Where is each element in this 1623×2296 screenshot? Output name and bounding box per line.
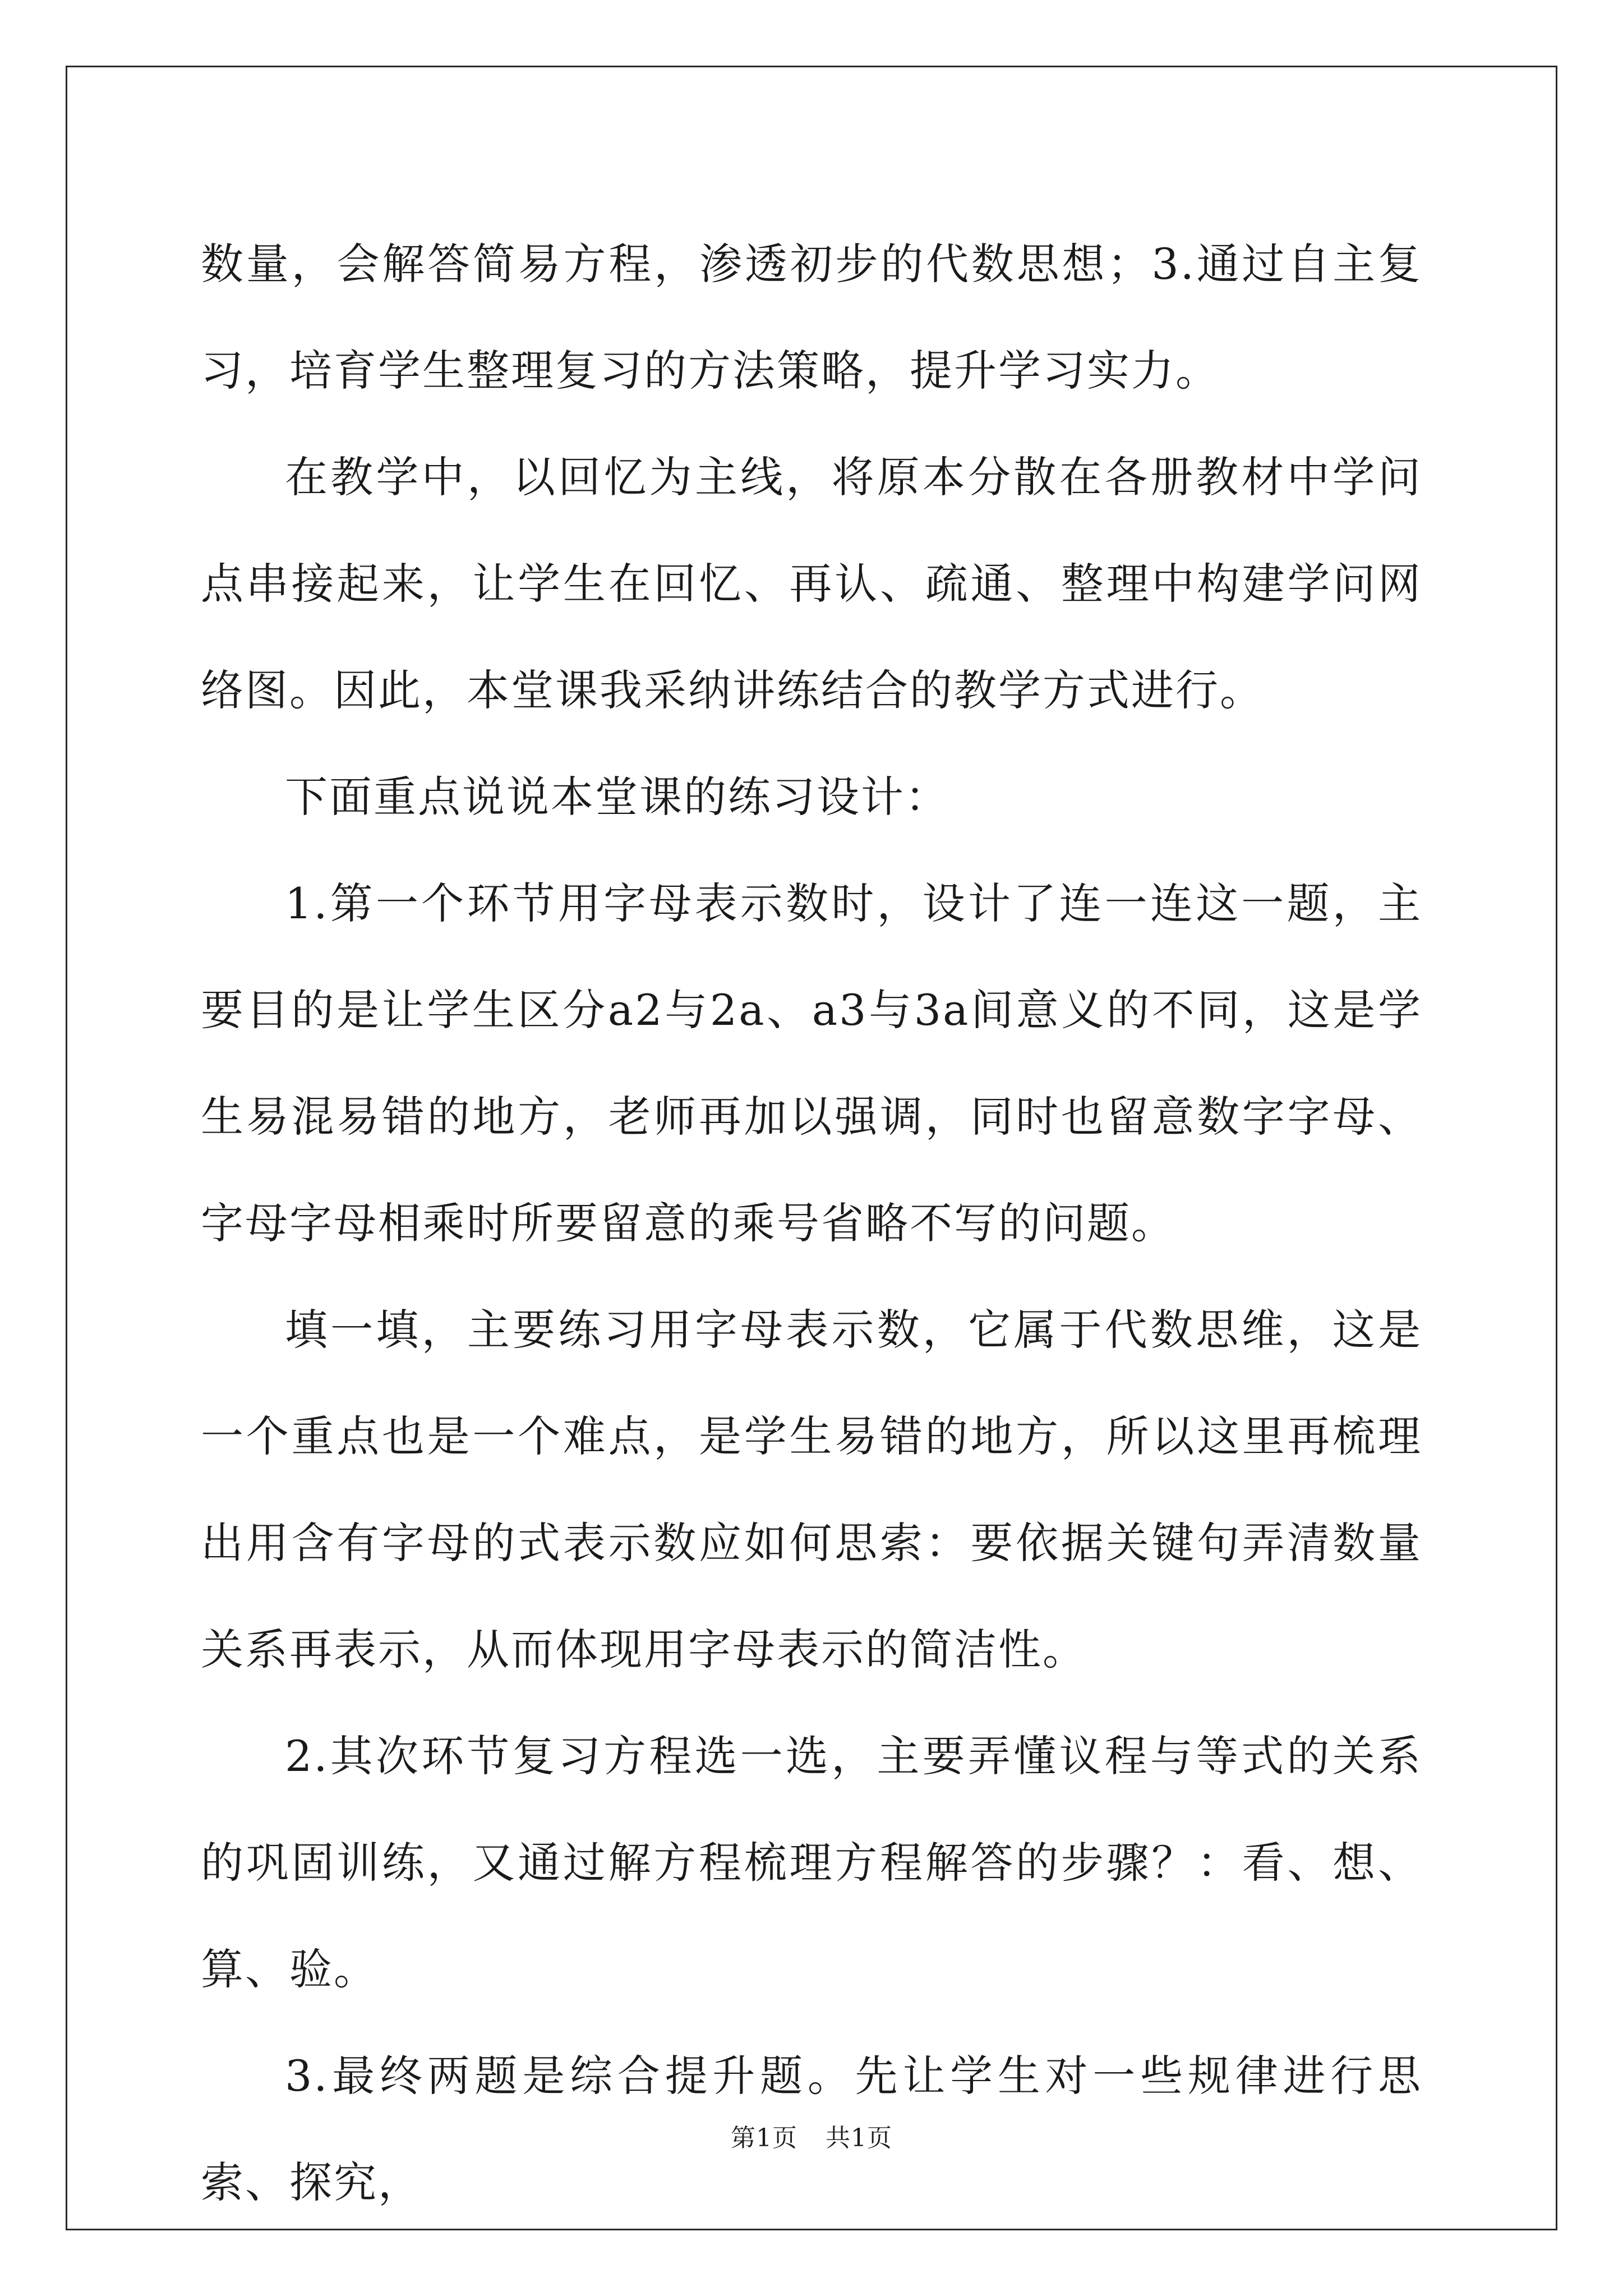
document-body: [201, 211, 1422, 2236]
paragraph-6: 2.其次环节复习方程选一选，主要弄懂议程与等式的关系的巩固训练，又通过解方程梳理方程解答的步骤？：看、想、算、验。: [201, 1731, 1422, 1994]
paragraph-1: 数量，会解答简易方程，渗透初步的代数思想；3.通过自主复习，培育学生整理复习的方法策略，提升学习实力。: [201, 239, 1422, 395]
page-number: 第1页: [731, 2124, 797, 2152]
paragraph-7: 3.最终两题是综合提升题。先让学生对一些规律进行思索、探究，: [201, 2051, 1422, 2207]
page-footer: [0, 2118, 1623, 2154]
paragraph-2: 在教学中，以回忆为主线，将原本分散在各册教材中学问点串接起来，让学生在回忆、再认、疏通、整理中构建学问网络图。因此，本堂课我采纳讲练结合的教学方式进行。: [201, 452, 1422, 715]
paragraph-5: 填一填，主要练习用字母表示数，它属于代数思维，这是一个重点也是一个难点，是学生易错的地方，所以这里再梳理出用含有字母的式表示数应如何思索：要依据关键句弄清数量关系再表示，从而体现用字母表示的简洁性。: [201, 1305, 1422, 1674]
page-total: 共1页: [826, 2124, 892, 2152]
paragraph-3: 下面重点说说本堂课的练习设计：: [285, 772, 949, 822]
paragraph-4: 1.第一个环节用字母表示数时，设计了连一连这一题，主要目的是让学生区分a2与2a、a3与3a间意义的不同，这是学生易混易错的地方，老师再加以强调，同时也留意数字字母、字母字母相乘时所要留意的乘号省略不写的问题。: [201, 878, 1422, 1248]
